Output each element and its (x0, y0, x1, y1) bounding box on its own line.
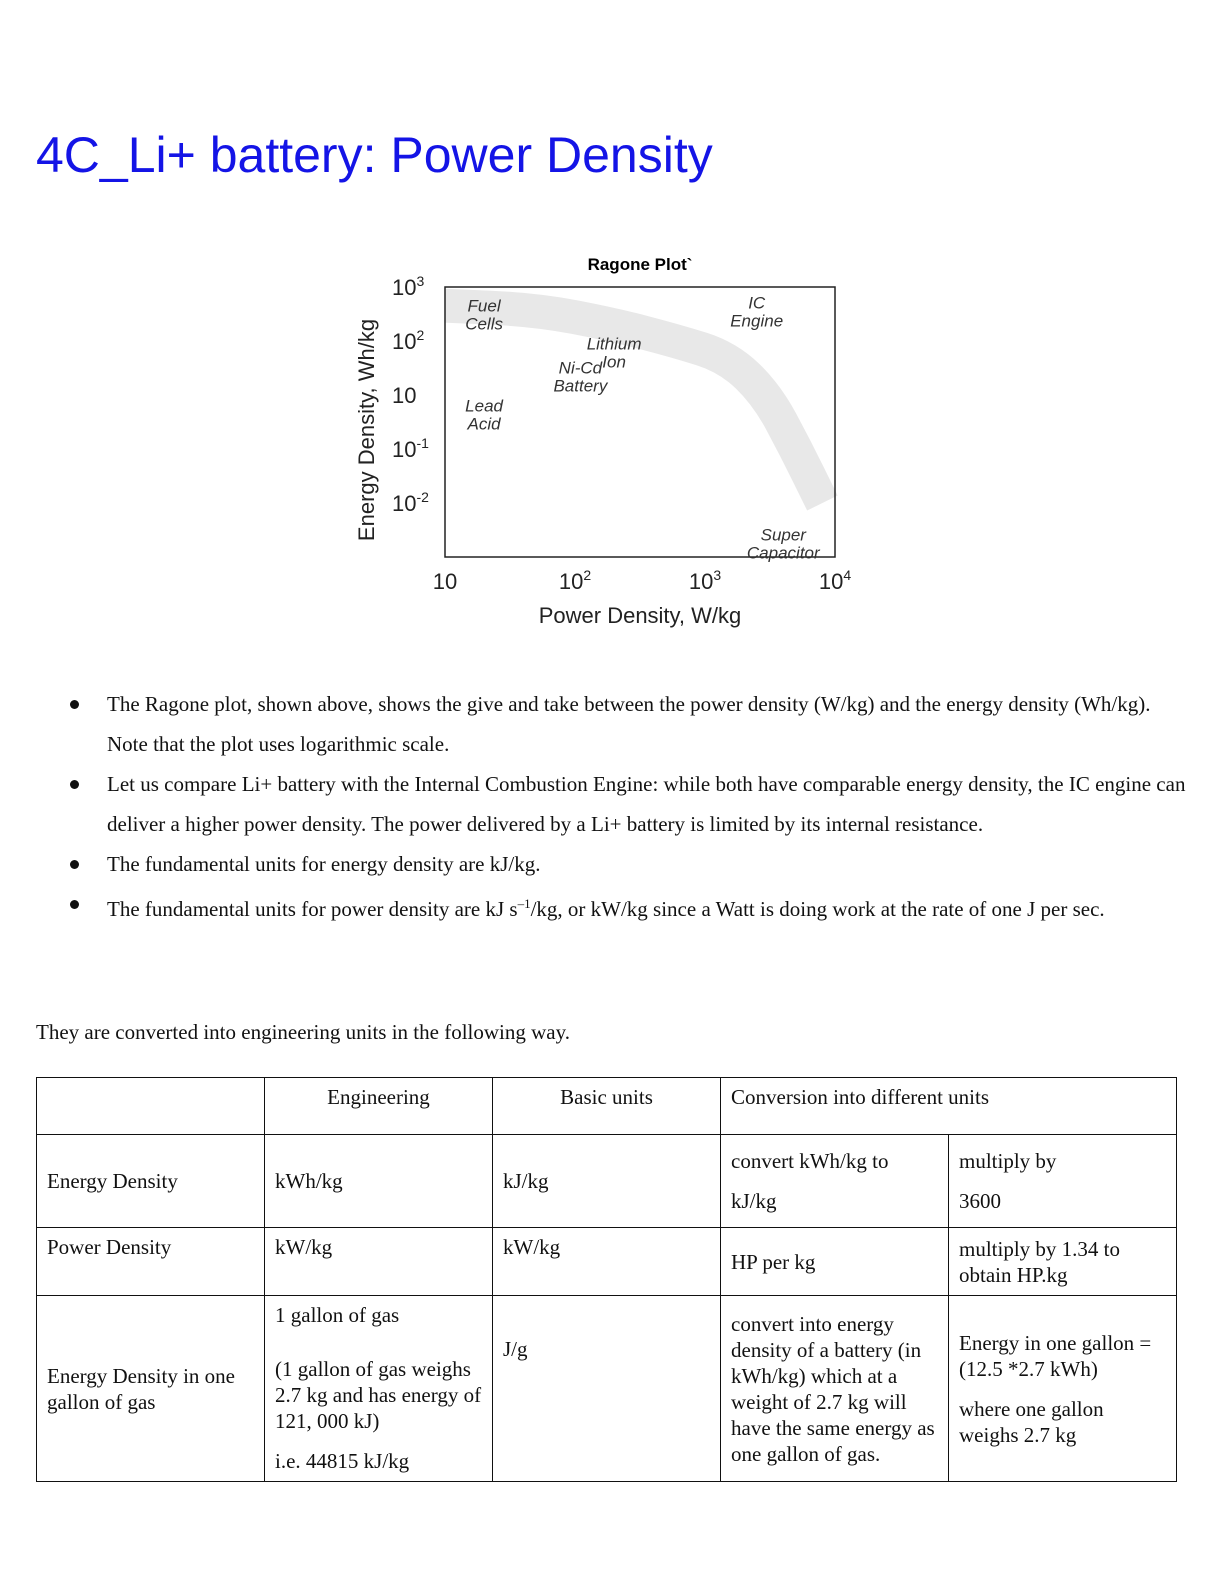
cell-conv-energy: convert kWh/kg to kJ/kg (721, 1135, 949, 1228)
note-multiply-by: multiply by (959, 1149, 1057, 1173)
x-tick-label: $10^3$ (688, 567, 722, 594)
cell-basic-power: kW/kg (493, 1228, 721, 1296)
table-row (37, 1135, 1177, 1228)
page-title: 4C_Li+ battery: Power Density (36, 127, 713, 183)
cell-conv-power: HP per kg (721, 1228, 949, 1296)
bullet-power-units (66, 884, 1186, 929)
table-row (37, 1228, 1177, 1296)
cell-conv-gallon: convert into energy density of a battery (in kWh/kg) which at a weight of 2.7 kg will have the same energy as one gallon of gas. (721, 1296, 949, 1482)
row-label-energy-density: Energy Density (37, 1135, 265, 1228)
x-tick-label: $10^4$ (818, 567, 852, 594)
row-label-power-density: Power Density (37, 1228, 265, 1296)
region-label: Lithium Ion (586, 334, 642, 372)
region-label: Super Capacitor (746, 525, 820, 563)
bullet-energy-units: The fundamental units for energy density are kJ/kg. (66, 844, 1186, 884)
cell-basic-energy: kJ/kg (493, 1135, 721, 1228)
y-tick-labels (392, 273, 429, 516)
power-units-text-b: /kg, or kW/kg since a Watt is doing work at the rate of one J per sec. (530, 897, 1105, 921)
header-engineering: Engineering (265, 1078, 493, 1135)
gallon-line-3: i.e. 44815 kJ/kg (275, 1449, 410, 1473)
region-label: IC Engine (730, 293, 784, 331)
cell-note-energy (949, 1135, 1177, 1228)
gallon-energy-note: Energy in one gallon = (12.5 *2.7 kWh) (959, 1330, 1152, 1381)
table-header-row (37, 1078, 1177, 1135)
conversion-table (36, 1077, 1177, 1482)
x-axis-label: Power Density, W/kg (538, 603, 742, 628)
y-tick-label: $10^3$ (392, 273, 425, 300)
gallon-line-2: (1 gallon of gas weighs 2.7 kg and has energy of 121, 000 kJ) (275, 1357, 482, 1433)
power-units-text-a: The fundamental units for power density are kJ s (107, 897, 518, 921)
cell-eng-gallon (265, 1296, 493, 1482)
table-row (37, 1296, 1177, 1482)
header-basic-units: Basic units (493, 1078, 721, 1135)
bullet-list (66, 684, 1186, 929)
bullet-li-vs-ic: Let us compare Li+ battery with the Internal Combustion Engine: while both have comparable energy density, the IC engine can deliver a higher power density. The power delivered by a Li+ battery is limited by its internal resistance. (66, 764, 1186, 844)
y-tick-label: $10^{-2}$ (392, 489, 429, 516)
cell-eng-power: kW/kg (265, 1228, 493, 1296)
cell-basic-gallon: J/g (493, 1296, 721, 1482)
gallon-line-1: 1 gallon of gas (275, 1303, 400, 1327)
chart-title: Ragone Plot` (587, 255, 693, 274)
y-tick-label: $10^2$ (392, 327, 425, 354)
header-empty-cell (37, 1078, 265, 1135)
y-tick-label: $10^{-1}$ (392, 435, 429, 462)
y-axis-label: Energy Density, Wh/kg (354, 318, 379, 542)
conversion-intro: They are converted into engineering units in the following way. (36, 1020, 570, 1044)
region-label: Ni-Cd Battery (553, 358, 608, 396)
x-tick-label: $10^2$ (558, 567, 592, 594)
power-units-exponent: –1 (517, 896, 531, 911)
ragone-plot (340, 240, 880, 650)
note-3600: 3600 (959, 1189, 1001, 1213)
row-label-gallon: Energy Density in one gallon of gas (37, 1296, 265, 1482)
y-tick-label: 10 (392, 383, 417, 408)
region-label: Lead Acid (465, 396, 504, 434)
gallon-weight-note: where one gallon weighs 2.7 kg (959, 1396, 1104, 1447)
bullet-ragone: The Ragone plot, shown above, shows the give and take between the power density (W/kg) and the energy density (Wh/kg). Note that the plot uses logarithmic scale. (66, 684, 1186, 764)
cell-note-gallon (949, 1296, 1177, 1482)
cell-eng-energy: kWh/kg (265, 1135, 493, 1228)
x-tick-label: 10 (432, 569, 458, 594)
x-tick-labels (433, 567, 852, 594)
cell-note-power: multiply by 1.34 to obtain HP.kg (949, 1228, 1177, 1296)
region-label: Fuel Cells (465, 296, 503, 334)
header-conversion: Conversion into different units (721, 1078, 1177, 1135)
